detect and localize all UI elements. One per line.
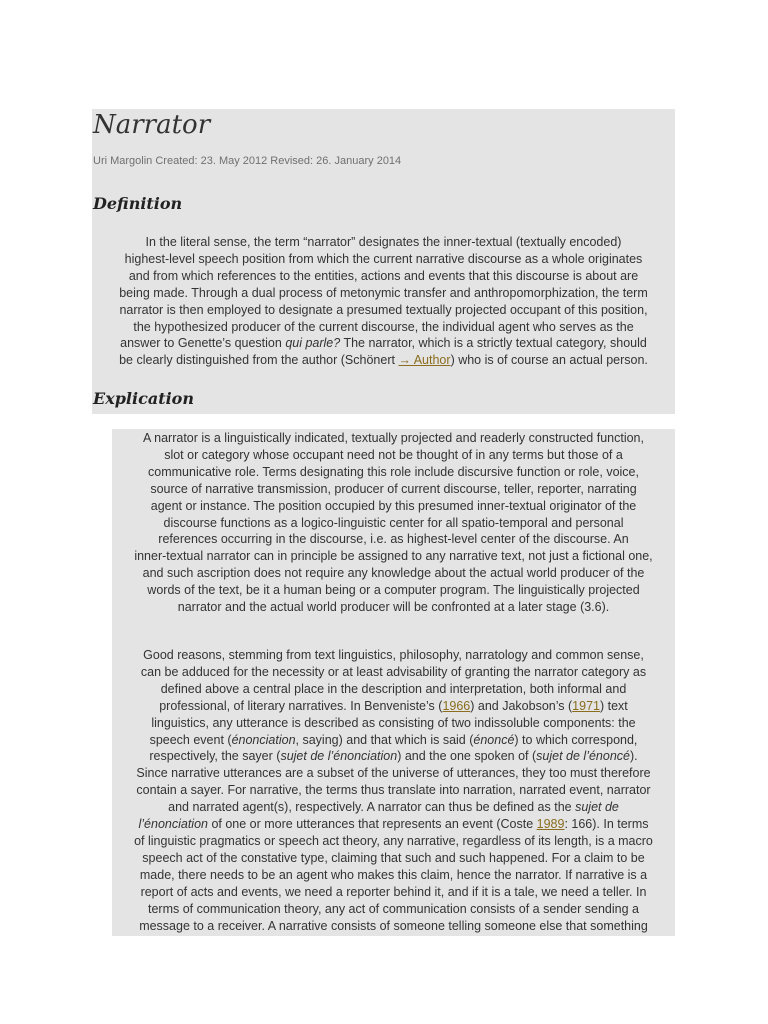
text-segment: answer to Genette’s question <box>120 336 286 351</box>
page-title: Narrator <box>93 110 211 140</box>
text-segment: slot or category whose occupant need not be thought of in any terms but those of a <box>164 447 623 462</box>
jakobson-1971-link[interactable]: 1971 <box>572 698 600 713</box>
text-segment: ) and Jakobson’s ( <box>470 698 573 713</box>
author-link[interactable]: → Author <box>398 353 451 368</box>
text-line <box>112 565 675 582</box>
text-line <box>112 698 675 715</box>
text-line <box>92 335 675 352</box>
explication-paragraph-2 <box>112 647 675 934</box>
text-line <box>92 268 675 285</box>
text-segment: respectively, the sayer ( <box>149 749 281 764</box>
text-segment: the hypothesized producer of the current discourse, the individual agent who serves as the <box>133 319 634 334</box>
italic-term: énoncé <box>473 732 515 747</box>
text-line <box>112 531 675 548</box>
text-segment: defined above a central place in the description and interpretation, both informal and <box>160 681 627 696</box>
text-segment: contain a sayer. For narrative, the terms thus translate into narration, narrated event, narrator <box>136 783 651 798</box>
text-segment: ) text <box>599 698 628 713</box>
text-line <box>112 765 675 782</box>
definition-paragraph <box>92 234 675 369</box>
text-line <box>92 352 675 369</box>
italic-term: énonciation <box>231 732 296 747</box>
text-line <box>112 732 675 749</box>
italic-term: sujet de <box>575 800 619 815</box>
text-line <box>92 302 675 319</box>
benveniste-1966-link[interactable]: 1966 <box>442 698 471 713</box>
text-segment: , saying) and that which is said ( <box>295 732 474 747</box>
text-segment: message to a receiver. A narrative consists of someone telling someone else that something <box>139 918 648 933</box>
text-line <box>112 548 675 565</box>
text-segment: made, there needs to be an agent who makes this claim, hence the narrator. If narrative is a <box>139 867 648 882</box>
text-segment: can be adduced for the necessity or at least advisability of granting the narrator category as <box>140 664 647 679</box>
text-segment: speech act of the constative type, claiming that such and such happened. For a claim to be <box>142 850 645 865</box>
text-line <box>112 901 675 918</box>
text-line <box>112 447 675 464</box>
text-segment: words of the text, be it a human being or a computer program. The linguistically projected <box>147 583 640 598</box>
text-segment: source of narrative transmission, producer of current discourse, teller, reporter, narrating <box>150 481 637 496</box>
text-line <box>112 599 675 616</box>
text-segment: Good reasons, stemming from text linguistics, philosophy, narratology and common sense, <box>143 648 644 662</box>
text-line <box>112 833 675 850</box>
text-line <box>112 715 675 732</box>
text-line <box>112 884 675 901</box>
text-line <box>112 647 675 664</box>
text-line <box>112 799 675 816</box>
text-segment: highest-level speech position from which the current narrative discourse as a whole originates <box>124 251 643 266</box>
text-segment: agent or instance. The position occupied by this presumed inner-textual originator of the <box>150 498 637 513</box>
text-segment: ) and the one spoken of ( <box>397 749 537 764</box>
text-segment: linguistics, any utterance is described as consisting of two indissoluble components: the <box>151 715 636 730</box>
text-segment: narrator is then employed to designate a presumed textually projected occupant of this position, <box>119 302 648 317</box>
text-line <box>112 498 675 515</box>
text-segment: being made. Through a dual process of metonymic transfer and anthropomorphization, the term <box>119 285 648 300</box>
text-line <box>92 234 675 251</box>
text-line <box>112 867 675 884</box>
text-segment: professional, of literary narratives. In Benveniste’s ( <box>159 698 443 713</box>
text-segment: ) who is of course an actual person. <box>450 353 648 368</box>
text-segment: be clearly distinguished from the author (Schönert <box>119 353 399 368</box>
text-line <box>112 918 675 935</box>
text-segment: terms of communication theory, any act of communication consists of a sender sending a <box>148 901 639 916</box>
text-line <box>112 850 675 867</box>
text-segment: communicative role. Terms designating this role include discursive function or role, voice, <box>148 464 639 479</box>
text-segment: and narrated agent(s), respectively. A narrator can thus be defined as the <box>168 800 576 815</box>
text-line <box>112 748 675 765</box>
text-line <box>112 515 675 532</box>
text-line <box>112 782 675 799</box>
text-line <box>112 816 675 833</box>
text-segment: In the literal sense, the term “narrator” designates the inner-textual (textually encoded) <box>145 235 622 249</box>
definition-heading: Definition <box>93 194 183 213</box>
text-segment: and such ascription does not require any knowledge about the actual world producer of the <box>142 566 645 581</box>
italic-term: qui parle? <box>285 336 341 351</box>
text-segment: ) to which correspond, <box>514 732 638 747</box>
text-line <box>112 481 675 498</box>
coste-1989-link[interactable]: 1989 <box>536 817 565 832</box>
text-line <box>112 664 675 681</box>
text-segment: speech event ( <box>149 732 232 747</box>
text-segment: narrator and the actual world producer will be confronted at a later stage (3.6). <box>177 600 610 615</box>
italic-term: sujet de l’énonciation <box>280 749 398 764</box>
explication-heading: Explication <box>93 389 194 408</box>
text-segment: : 166). In terms <box>564 817 649 832</box>
author-dates: Uri Margolin Created: 23. May 2012 Revised: 26. January 2014 <box>93 155 402 167</box>
text-line <box>112 681 675 698</box>
text-segment: inner-textual narrator can in principle be assigned to any narrative text, not just a fictional one, <box>134 549 653 564</box>
text-line <box>92 251 675 268</box>
text-segment: The narrator, which is a strictly textual category, should <box>340 336 647 351</box>
text-segment: and from which references to the entities, actions and events that this discourse is about are <box>128 268 639 283</box>
text-line <box>112 430 675 447</box>
italic-term: l’énonciation <box>138 817 208 832</box>
text-segment: of linguistic pragmatics or speech act theory, any narrative, regardless of its length, is a macro <box>134 833 653 848</box>
text-segment: Since narrative utterances are a subset of the universe of utterances, they too must therefore <box>136 766 651 781</box>
italic-term: sujet de l’énoncé <box>536 749 630 764</box>
text-line <box>92 285 675 302</box>
explication-panel <box>112 429 675 936</box>
text-line <box>112 464 675 481</box>
text-segment: discourse functions as a logico-linguistic center for all spatio-temporal and personal <box>163 515 624 530</box>
text-line <box>92 319 675 336</box>
text-segment: of one or more utterances that represents an event (Coste <box>207 817 537 832</box>
explication-paragraph-1 <box>112 430 675 616</box>
text-segment: ). <box>630 749 638 764</box>
text-segment: A narrator is a linguistically indicated, textually projected and readerly constructed function, <box>143 431 644 445</box>
text-segment: references occurring in the discourse, i.e. as highest-level center of the discourse. An <box>158 532 629 547</box>
text-line <box>112 582 675 599</box>
text-segment: report of acts and events, we need a reporter behind it, and if it is a tale, we need a teller. In <box>140 884 647 899</box>
